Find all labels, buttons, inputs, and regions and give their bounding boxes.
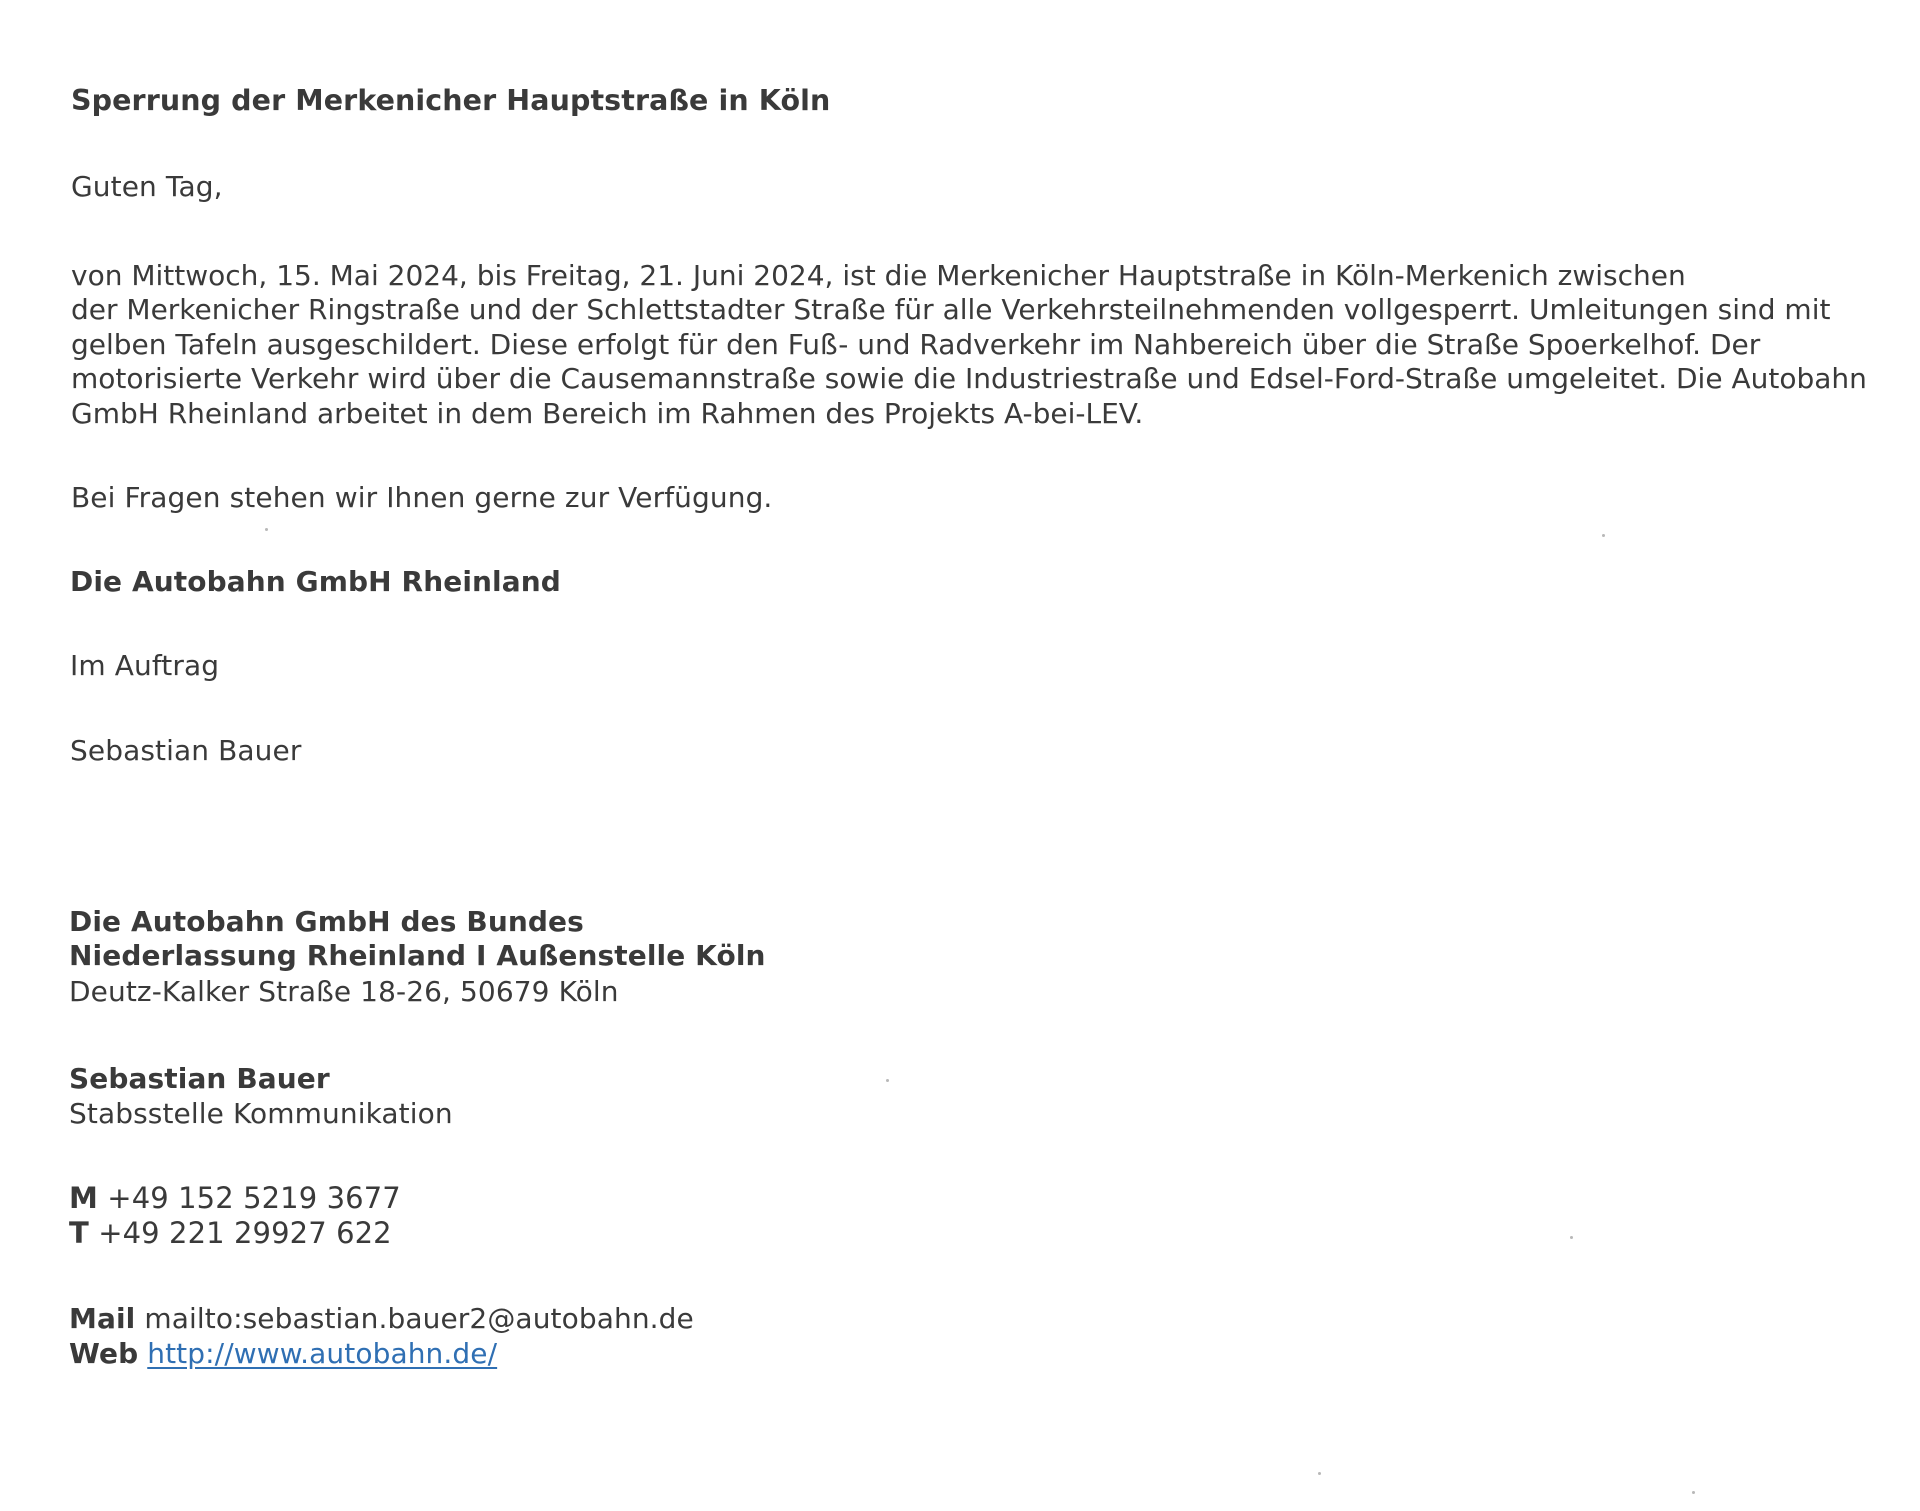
body-line: motorisierte Verkehr wird über die Causemannstraße sowie die Industriestraße und Edsel-Ford-Straße umgeleitet. Die Autobahn bbox=[71, 362, 1867, 396]
phone-row bbox=[69, 1216, 392, 1250]
signature-org-block bbox=[69, 905, 766, 973]
body-line: GmbH Rheinland arbeitet in dem Bereich im Rahmen des Projekts A-bei-LEV. bbox=[71, 396, 1144, 430]
body-line: gelben Tafeln ausgeschildert. Diese erfolgt für den Fuß- und Radverkehr im Nahbereich über die Straße Spoerkelhof. Der bbox=[71, 327, 1761, 361]
scan-speck bbox=[1570, 1236, 1573, 1239]
body-line: von Mittwoch, 15. Mai 2024, bis Freitag, 21. Juni 2024, ist die Merkenicher Hauptstraße in Köln-Merkenich zwischen bbox=[71, 259, 1686, 292]
mobile-label: M bbox=[69, 1181, 98, 1215]
phone-label: T bbox=[69, 1216, 89, 1250]
body-line: der Merkenicher Ringstraße und der Schlettstadter Straße für alle Verkehrsteilnehmenden vollgesperrt. Umleitungen sind mit bbox=[71, 293, 1831, 327]
scan-speck bbox=[265, 528, 268, 531]
signature-person-name: Sebastian Bauer bbox=[69, 1062, 330, 1095]
scan-speck bbox=[886, 1079, 889, 1082]
web-link[interactable]: http://www.autobahn.de/ bbox=[147, 1337, 498, 1370]
scan-speck bbox=[1692, 1491, 1695, 1494]
phone-number: +49 221 29927 622 bbox=[98, 1216, 392, 1250]
sender-organization: Die Autobahn GmbH Rheinland bbox=[70, 565, 561, 598]
im-auftrag: Im Auftrag bbox=[70, 649, 220, 682]
scan-speck bbox=[1602, 534, 1605, 537]
letter-title: Sperrung der Merkenicher Hauptstraße in Köln bbox=[71, 84, 831, 117]
greeting: Guten Tag, bbox=[71, 170, 223, 203]
signatory-name: Sebastian Bauer bbox=[70, 734, 302, 767]
web-row bbox=[69, 1337, 497, 1371]
scan-speck bbox=[1318, 1472, 1321, 1475]
web-label: Web bbox=[69, 1337, 139, 1370]
mail-label: Mail bbox=[69, 1302, 136, 1335]
mobile-row bbox=[69, 1181, 401, 1215]
mail-row bbox=[69, 1302, 694, 1336]
body-paragraph bbox=[71, 259, 1920, 431]
questions-sentence: Bei Fragen stehen wir Ihnen gerne zur Verfügung. bbox=[71, 481, 773, 514]
signature-branch: Niederlassung Rheinland I Außenstelle Köln bbox=[69, 939, 766, 972]
signature-org-name: Die Autobahn GmbH des Bundes bbox=[69, 905, 584, 938]
mobile-number: +49 152 5219 3677 bbox=[107, 1181, 401, 1215]
signature-person-role: Stabsstelle Kommunikation bbox=[69, 1097, 453, 1130]
mail-address: mailto:sebastian.bauer2@autobahn.de bbox=[144, 1302, 694, 1335]
signature-address: Deutz-Kalker Straße 18-26, 50679 Köln bbox=[69, 975, 619, 1008]
